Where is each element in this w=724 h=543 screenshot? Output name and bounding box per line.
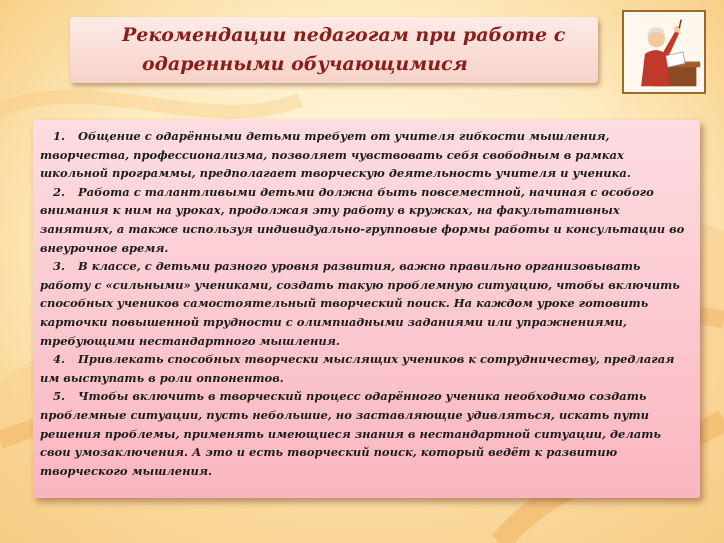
recommendation-item	[40, 183, 694, 257]
item-number: 1.	[52, 129, 65, 143]
recommendation-item	[40, 387, 694, 480]
item-text: В классе, с детьми разного уровня развития, важно правильно организовывать работу с «сильными» учениками, создать такую проблемную ситуацию, чтобы включить способных учеников самостоятельный творческий поиск. На каждом уроке готовить карточки повышенной трудности с олимпиадными заданиями или упражнениями, требующими нестандартного мышления.	[40, 259, 680, 348]
slide-title-line-1: Рекомендации педагогам при работе с	[122, 24, 566, 46]
item-text: Чтобы включить в творческий процесс одарённого ученика необходимо создать проблемные ситуации, пусть небольшие, но заставляющие удивляться, искать пути решения проблемы, применять имеющиеся знания в нестандартной ситуации, делать свои умозаключения. А это и есть творческий поиск, который ведёт к развитию творческого мышления.	[40, 389, 661, 478]
item-text: Общение с одарёнными детьми требует от учителя гибкости мышления, творчества, профессионализма, позволяет чувствовать себя свободным в рамках школьной программы, предполагает творческую деятельность учителя и ученика.	[40, 129, 631, 181]
item-number: 3.	[52, 259, 65, 274]
recommendation-item	[40, 257, 694, 350]
title-box	[70, 17, 598, 83]
item-number: 4.	[52, 352, 65, 367]
item-number: 5.	[52, 389, 65, 404]
slide-title-line-2: одаренными обучающимися	[142, 53, 468, 75]
recommendation-item	[40, 127, 694, 183]
item-number: 2.	[52, 184, 65, 199]
recommendation-item	[40, 350, 694, 387]
item-text: Работа с талантливыми детьми должна быть повсеместной, начиная с особого внимания к ним на уроках, продолжая эту работу в кружках, на факультативных занятиях, а также используя индивидуально-групповые формы работы и консультации во внеурочное время.	[40, 184, 685, 255]
recommendations-box	[33, 120, 700, 498]
teacher-lecturing-icon	[622, 10, 706, 94]
item-text: Привлекать способных творчески мыслящих учеников к сотрудничеству, предлагая им выступать в роли оппонентов.	[40, 352, 675, 385]
